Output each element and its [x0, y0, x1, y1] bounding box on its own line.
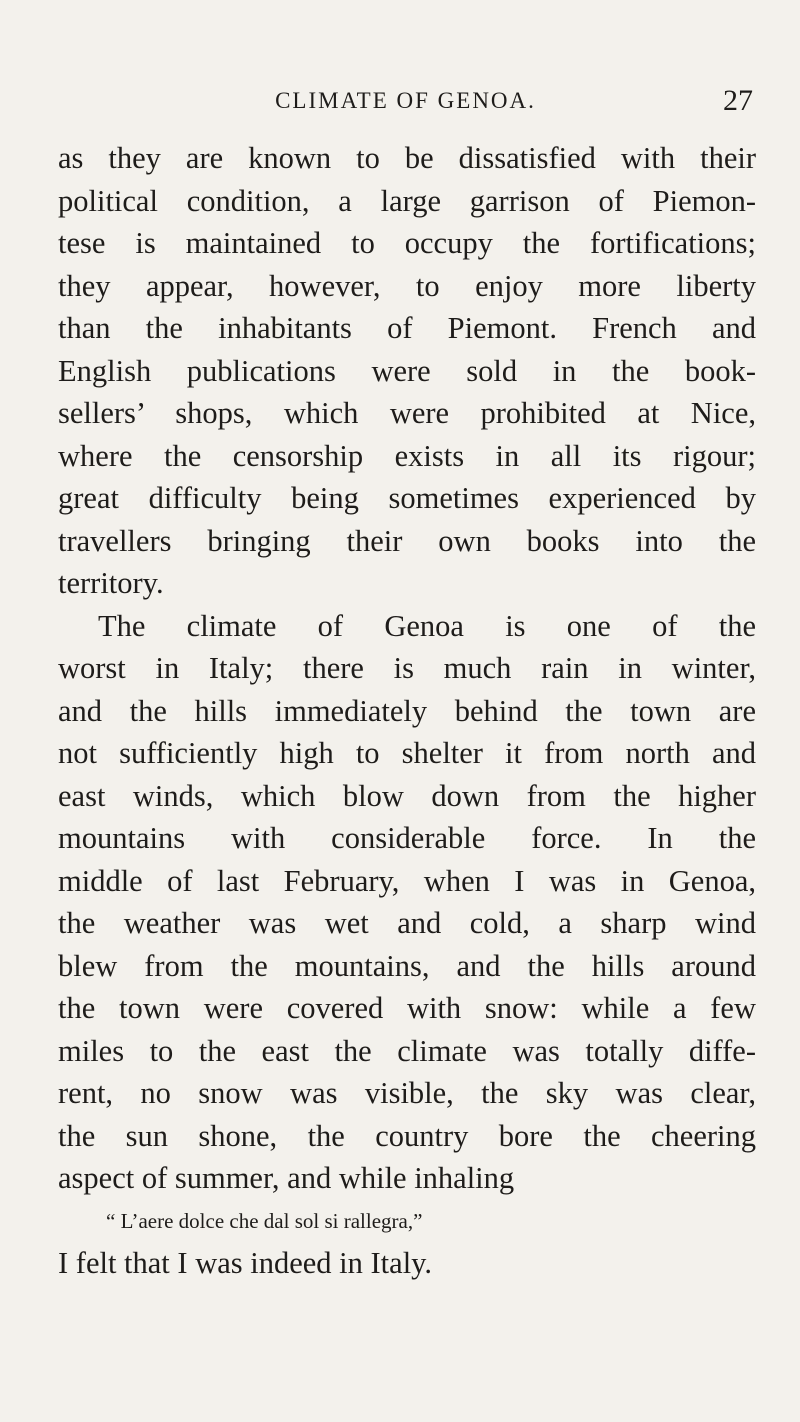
text-line: English publications were sold in the book-	[58, 353, 756, 388]
text-line: travellers bringing their own books into the	[58, 523, 756, 558]
text-line: sellers’ shops, which were prohibited at Nice,	[58, 396, 756, 430]
text-line: east winds, which blow down from the higher	[58, 778, 756, 813]
text-line: they appear, however, to enjoy more liberty	[58, 268, 756, 303]
text-line: aspect of summer, and while inhaling	[58, 1161, 515, 1195]
italian-quotation: “ L’aere dolce che dal sol si rallegra,”	[106, 1208, 423, 1233]
paragraph-start-line: The climate of Genoa is one of the	[98, 608, 756, 643]
text-line: the weather was wet and cold, a sharp wind	[58, 906, 756, 940]
text-line: where the censorship exists in all its rigour;	[58, 438, 756, 473]
page-number: 27	[723, 84, 753, 117]
text-line: great difficulty being sometimes experienced by	[58, 481, 756, 515]
text-line: as they are known to be dissatisfied with their	[58, 141, 756, 175]
text-line: territory.	[58, 566, 164, 600]
text-line: mountains with considerable force. In the	[58, 821, 756, 855]
text-line: middle of last February, when I was in Genoa,	[58, 863, 756, 898]
text-line: tese is maintained to occupy the fortifications;	[58, 226, 756, 260]
text-line: rent, no snow was visible, the sky was clear,	[58, 1076, 756, 1110]
body-text	[58, 137, 756, 1284]
text-line: political condition, a large garrison of Piemon-	[58, 183, 756, 218]
text-line: than the inhabitants of Piemont. French and	[58, 311, 756, 345]
text-line: and the hills immediately behind the town are	[58, 693, 756, 728]
closing-line: I felt that I was indeed in Italy.	[58, 1245, 433, 1280]
running-title: CLIMATE OF GENOA.	[275, 88, 536, 113]
text-line: not sufficiently high to shelter it from north and	[58, 736, 756, 770]
text-line: the sun shone, the country bore the cheering	[58, 1118, 756, 1153]
text-line: the town were covered with snow: while a few	[58, 991, 756, 1025]
text-line: miles to the east the climate was totally diffe-	[58, 1033, 756, 1068]
page-header	[58, 84, 753, 124]
text-line: worst in Italy; there is much rain in winter,	[58, 651, 756, 685]
text-line: blew from the mountains, and the hills around	[58, 948, 756, 983]
